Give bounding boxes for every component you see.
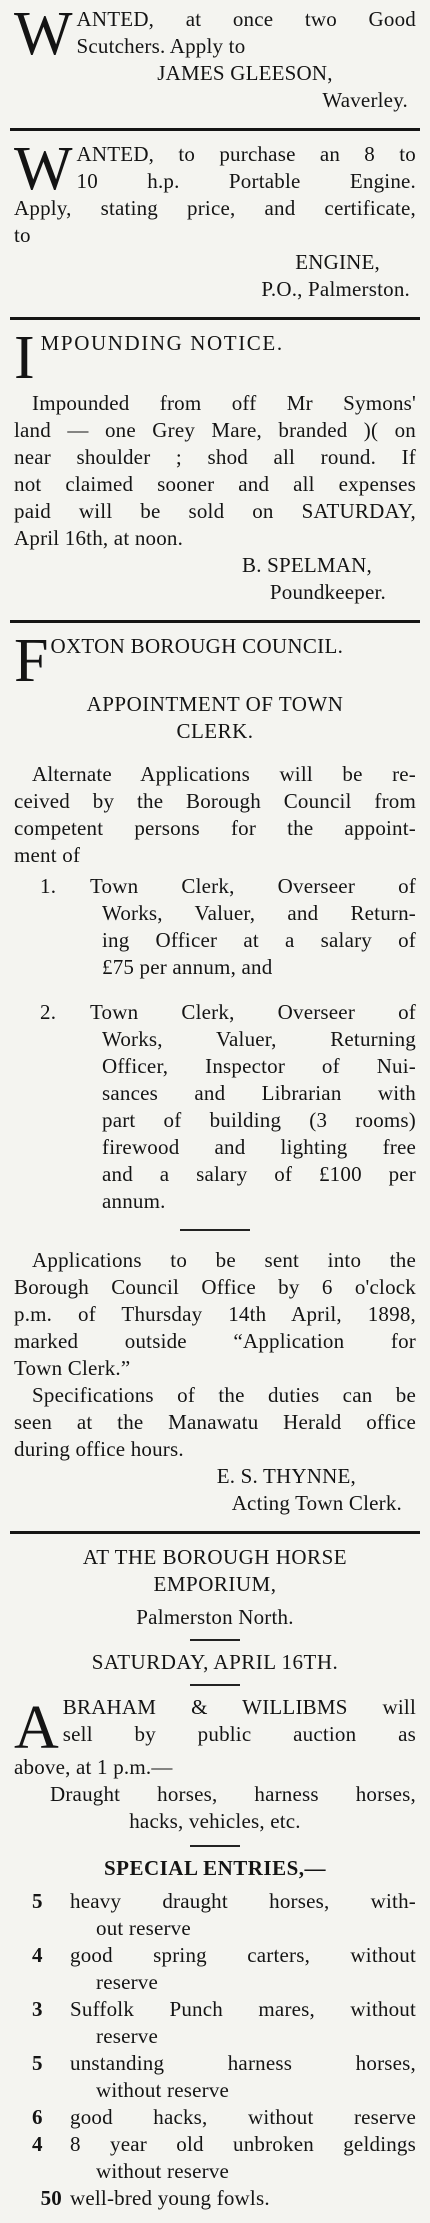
- list-item: [14, 1942, 416, 1969]
- special-entries-heading: SPECIAL ENTRIES,—: [103, 1856, 327, 1880]
- list-text: £75 per annum, and: [102, 955, 273, 979]
- entry-count: 4: [32, 1943, 43, 1967]
- appointment-heading: APPOINTMENT OF TOWN: [86, 692, 344, 716]
- divider: [10, 1531, 420, 1534]
- list-text: firewood and lighting free: [102, 1135, 416, 1159]
- emporium-heading: EMPORIUM,: [153, 1572, 277, 1596]
- drop-cap: W: [14, 135, 73, 203]
- address-line: ENGINE,: [295, 250, 380, 274]
- advertiser-place: Waverley.: [322, 88, 408, 112]
- entry-text: without reserve: [96, 2078, 230, 2102]
- notice-text-line: Alternate Applications will be re-: [32, 762, 416, 786]
- divider: [10, 620, 420, 623]
- drop-cap: F: [14, 627, 49, 695]
- ad-borough-horse-emporium: [10, 1538, 420, 2222]
- ad-text-line: sell by public auction as: [62, 1722, 416, 1746]
- drop-cap: W: [14, 0, 73, 68]
- notice-text-line: Specifications of the duties can be: [32, 1383, 416, 1407]
- entries-list: [14, 1888, 416, 2212]
- list-text: Works, Valuer, Returning: [102, 1027, 416, 1051]
- council-title: OXTON BOROUGH COUNCIL.: [50, 634, 344, 658]
- appointment-heading: CLERK.: [176, 719, 254, 743]
- list-text: part of building (3 rooms): [102, 1108, 416, 1132]
- list-item: [14, 1996, 416, 2023]
- ad-text-line: above, at 1 p.m.—: [14, 1755, 173, 1779]
- short-divider: [190, 1684, 240, 1686]
- notice-text-line: Impounded from off Mr Symons': [32, 391, 416, 415]
- notice-text-line: marked outside “Application for: [14, 1329, 416, 1353]
- newspaper-column: [10, 0, 420, 2222]
- entry-count: 3: [32, 1997, 43, 2021]
- ad-text-line: to: [14, 223, 31, 247]
- ad-text-line: BRAHAM & WILLIBMS will: [62, 1695, 416, 1719]
- ad-text-line: ANTED, at once two Good: [76, 7, 416, 31]
- short-divider: [190, 1845, 240, 1847]
- ad-text-line: ANTED, to purchase an 8 to: [76, 142, 416, 166]
- address-line: P.O., Palmerston.: [261, 277, 410, 301]
- notice-text-line: seen at the Manawatu Herald office: [14, 1410, 416, 1434]
- entry-text: unstanding harness horses,: [70, 2051, 416, 2075]
- list-item: [14, 2185, 416, 2212]
- entry-count: 50: [40, 2186, 62, 2210]
- list-text: Works, Valuer, and Return-: [102, 901, 416, 925]
- list-text: sances and Librarian with: [102, 1081, 416, 1105]
- short-divider: [190, 1639, 240, 1641]
- entry-text: good spring carters, without: [70, 1943, 416, 1967]
- entry-text: out reserve: [96, 1916, 191, 1940]
- entry-count: 6: [32, 2105, 43, 2129]
- notice-text-line: paid will be sold on SATURDAY,: [14, 499, 416, 523]
- notice-text-line: April 16th, at noon.: [14, 526, 184, 550]
- ad-text-line: Apply, stating price, and certificate,: [14, 196, 416, 220]
- list-item: [14, 1888, 416, 1915]
- entry-text: reserve: [96, 2024, 159, 2048]
- signature-name: E. S. THYNNE,: [216, 1464, 356, 1488]
- advertiser-name: JAMES GLEESON,: [157, 61, 333, 85]
- ad-text-line: Scutchers. Apply to: [76, 34, 246, 58]
- entry-text: heavy draught horses, with-: [70, 1889, 416, 1913]
- entry-text: well-bred young fowls.: [70, 2186, 270, 2210]
- notice-text-line: near shoulder ; shod all round. If: [14, 445, 416, 469]
- entry-text: without reserve: [96, 2159, 230, 2183]
- notice-text-line: not claimed sooner and all expenses: [14, 472, 416, 496]
- short-divider: [180, 1229, 250, 1231]
- list-item: [14, 999, 416, 1026]
- notice-title: MPOUNDING NOTICE.: [40, 331, 284, 355]
- list-item: [14, 2131, 416, 2158]
- notice-text-line: p.m. of Thursday 14th April, 1898,: [14, 1302, 416, 1326]
- list-item: [14, 2050, 416, 2077]
- sale-date: SATURDAY, APRIL 16TH.: [91, 1650, 339, 1674]
- drop-cap: I: [14, 324, 35, 392]
- ad-text-line: 10 h.p. Portable Engine.: [76, 169, 416, 193]
- list-text: Officer, Inspector of Nui-: [102, 1054, 416, 1078]
- entry-text: reserve: [96, 1970, 159, 1994]
- list-number: 1.: [40, 874, 57, 898]
- list-text: ing Officer at a salary of: [102, 928, 416, 952]
- entry-count: 4: [32, 2132, 43, 2156]
- entry-text: good hacks, without reserve: [70, 2105, 416, 2129]
- list-text: annum.: [102, 1189, 166, 1213]
- emporium-place: Palmerston North.: [136, 1605, 294, 1629]
- divider: [10, 317, 420, 320]
- notice-text-line: land — one Grey Mare, branded )( on: [14, 418, 416, 442]
- drop-cap: A: [14, 1694, 59, 1762]
- ad-foxton-borough-council: [10, 627, 420, 1527]
- entry-text: 8 year old unbroken geldings: [70, 2132, 416, 2156]
- list-item: [14, 2104, 416, 2131]
- signature-title: Acting Town Clerk.: [231, 1491, 402, 1515]
- notice-text-line: competent persons for the appoint-: [14, 816, 416, 840]
- notice-text-line: Applications to be sent into the: [32, 1248, 416, 1272]
- divider: [10, 128, 420, 131]
- emporium-heading: AT THE BOROUGH HORSE: [82, 1545, 348, 1569]
- notice-text-line: Borough Council Office by 6 o'clock: [14, 1275, 416, 1299]
- ad-text-line: hacks, vehicles, etc.: [129, 1809, 301, 1833]
- list-number: 2.: [40, 1000, 57, 1024]
- signature-name: B. SPELMAN,: [242, 553, 372, 577]
- entry-count: 5: [32, 2051, 43, 2075]
- ad-impounding-notice: [10, 324, 420, 616]
- notice-text-line: Town Clerk.”: [14, 1356, 131, 1380]
- notice-text-line: ceived by the Borough Council from: [14, 789, 416, 813]
- list-text: Town Clerk, Overseer of: [90, 874, 416, 898]
- ad-text-line: Draught horses, harness horses,: [50, 1782, 416, 1806]
- notice-text-line: ment of: [14, 843, 81, 867]
- list-text: Town Clerk, Overseer of: [90, 1000, 416, 1024]
- entry-count: 5: [32, 1889, 43, 1913]
- entry-text: Suffolk Punch mares, without: [70, 1997, 416, 2021]
- ad-wanted-engine: [10, 135, 420, 313]
- signature-title: Poundkeeper.: [269, 580, 386, 604]
- notice-text-line: during office hours.: [14, 1437, 184, 1461]
- list-text: and a salary of £100 per: [102, 1162, 416, 1186]
- list-item: [14, 873, 416, 900]
- ad-wanted-scutchers: [10, 0, 420, 124]
